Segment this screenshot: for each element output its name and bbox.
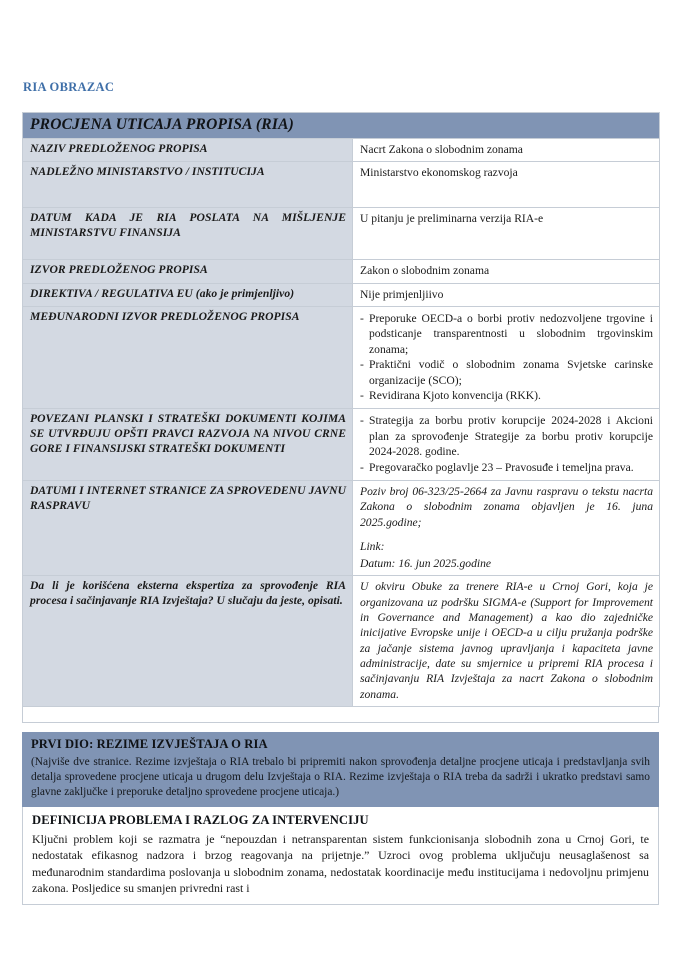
part-one-note: (Najviše dve stranice. Rezime izvještaja o RIA trebalo bi pripremiti nakon sprovođenja detaljne procjene uticaja i predstavljanja svih detalja sprovedene procjene uticaja u drugom delu Izvještaja o RIA. Rezime izvještaja o RIA treba da sadrži i ukratko predstavi samo glavne zaključke i preporuke detaljno sprovedene procjene uticaja.) — [31, 755, 650, 799]
table-row — [23, 139, 660, 162]
page-title: RIA OBRAZAC — [23, 80, 115, 94]
row-label-naziv: NAZIV PREDLOŽENOG PROPISA — [23, 139, 353, 162]
consultation-link-label: Link: — [360, 539, 385, 553]
problem-definition-body: Ključni problem koji se razmatra je “nepouzdan i netransparentan sistem funkcionisanja slobodnih zona u Crnoj Gori, te nedostatak efikasnog nadzora i brzog reagovanja na prijetnje.” Uzroci ovog problema uključuju neusaglašenost sa međunarodnim standardima poslovanja u slobodnim zonama, nedostatak koordinacije među institucijama i nedovoljnu primjenu zakona. Posljedice su smanjen privredni rast i — [32, 832, 649, 895]
consultation-call: Poziv broj 06-323/25-2664 za Javnu raspravu o tekstu nacrta Zakona o slobodnim zonama objavljen je 16. juna 2025.godine; — [360, 484, 653, 529]
table-row — [23, 409, 660, 481]
problem-definition-block — [22, 807, 659, 905]
part-one-heading: PRVI DIO: REZIME IZVJEŠTAJA O RIA — [31, 736, 268, 751]
table-row — [23, 208, 660, 260]
bullet-list-planski — [360, 413, 653, 475]
table-row — [23, 576, 660, 706]
list-item: - Praktični vodič o slobodnim zonama Svjetske carinske organizacije (SCO); — [360, 357, 653, 388]
consultation-date: Datum: 16. jun 2025.godine — [360, 557, 492, 571]
ria-form-table — [22, 112, 660, 707]
list-item: - Preporuke OECD-a o borbi protiv nedozvoljene trgovine i podsticanje transparentnosti u slobodnim trgovinskim zonama; — [360, 311, 653, 357]
row-value-izvor: Zakon o slobodnim zonama — [353, 260, 660, 283]
row-label-planski-dokumenti: POVEZANI PLANSKI I STRATEŠKI DOKUMENTI KOJIMA SE UTVRĐUJU OPŠTI PRAVCI RAZVOJA NA NIVOU CRNE GORE I FINANSIJSKI STRATEŠKI DOKUMENTI — [23, 409, 353, 481]
row-label-datum-misljenje: DATUM KADA JE RIA POSLATA NA MIŠLJENJE MINISTARSTVU FINANSIJA — [23, 208, 353, 260]
row-value-javna-rasprava — [353, 480, 660, 575]
row-value-eksterna-ekspertiza: U okviru Obuke za trenere RIA-e u Crnoj Gori, koja je organizovana uz podršku SIGMA-e (Support for Improvement in Governance and Management) a kao dio zajedničke inicijative Evropske unije i OECD-a u cilju pružanja podrške za jačanje sistema javnog upravljanja i kapaciteta javne administracije, date su smjernice u pripremi RIA procesa i sačinjavanju RIA Izvještaja za nacrt Zakona o slobodnim zonama. — [353, 576, 660, 706]
row-value-naziv: Nacrt Zakona o slobodnim zonama — [353, 139, 660, 162]
row-label-ministarstvo: NADLEŽNO MINISTARSTVO / INSTITUCIJA — [23, 162, 353, 208]
table-spacer-band — [22, 707, 659, 723]
row-value-ministarstvo: Ministarstvo ekonomskog razvoja — [353, 162, 660, 208]
bullet-list-medjunarodni — [360, 311, 653, 403]
banner-title: PROCJENA UTICAJA PROPISA (RIA) — [30, 116, 294, 133]
row-label-medjunarodni: MEĐUNARODNI IZVOR PREDLOŽENOG PROPISA — [23, 306, 353, 408]
row-value-medjunarodni — [353, 306, 660, 408]
row-label-direktiva: DIREKTIVA / REGULATIVA EU (ako je primjenljivo) — [23, 283, 353, 306]
row-value-datum-misljenje: U pitanju je preliminarna verzija RIA-e — [353, 208, 660, 260]
table-banner-row — [23, 113, 660, 139]
table-row — [23, 480, 660, 575]
banner-cell — [23, 113, 660, 139]
list-item: - Revidirana Kjoto konvencija (RKK). — [360, 388, 653, 403]
row-label-javna-rasprava: DATUMI I INTERNET STRANICE ZA SPROVEDENU JAVNU RASPRAVU — [23, 480, 353, 575]
table-row — [23, 306, 660, 408]
table-row — [23, 162, 660, 208]
row-value-direktiva: Nije primjenljiivo — [353, 283, 660, 306]
row-label-eksterna-ekspertiza: Da li je korišćena eksterna ekspertiza za sprovođenje RIA procesa i sačinjavanje RIA Izvještaja? U slučaju da jeste, opisati. — [23, 576, 353, 706]
problem-definition-heading: DEFINICIJA PROBLEMA I RAZLOG ZA INTERVENCIJU — [32, 813, 369, 828]
table-row — [23, 260, 660, 283]
part-one-block — [22, 732, 659, 807]
row-label-izvor: IZVOR PREDLOŽENOG PROPISA — [23, 260, 353, 283]
list-item: - Strategija za borbu protiv korupcije 2024-2028 i Akcioni plan za sprovođenje Strategije za borbu protiv korupcije 2024-2028. godine. — [360, 413, 653, 459]
row-value-planski-dokumenti — [353, 409, 660, 481]
list-item: - Pregovaračko poglavlje 23 – Pravosuđe i temeljna prava. — [360, 460, 653, 475]
table-row — [23, 283, 660, 306]
